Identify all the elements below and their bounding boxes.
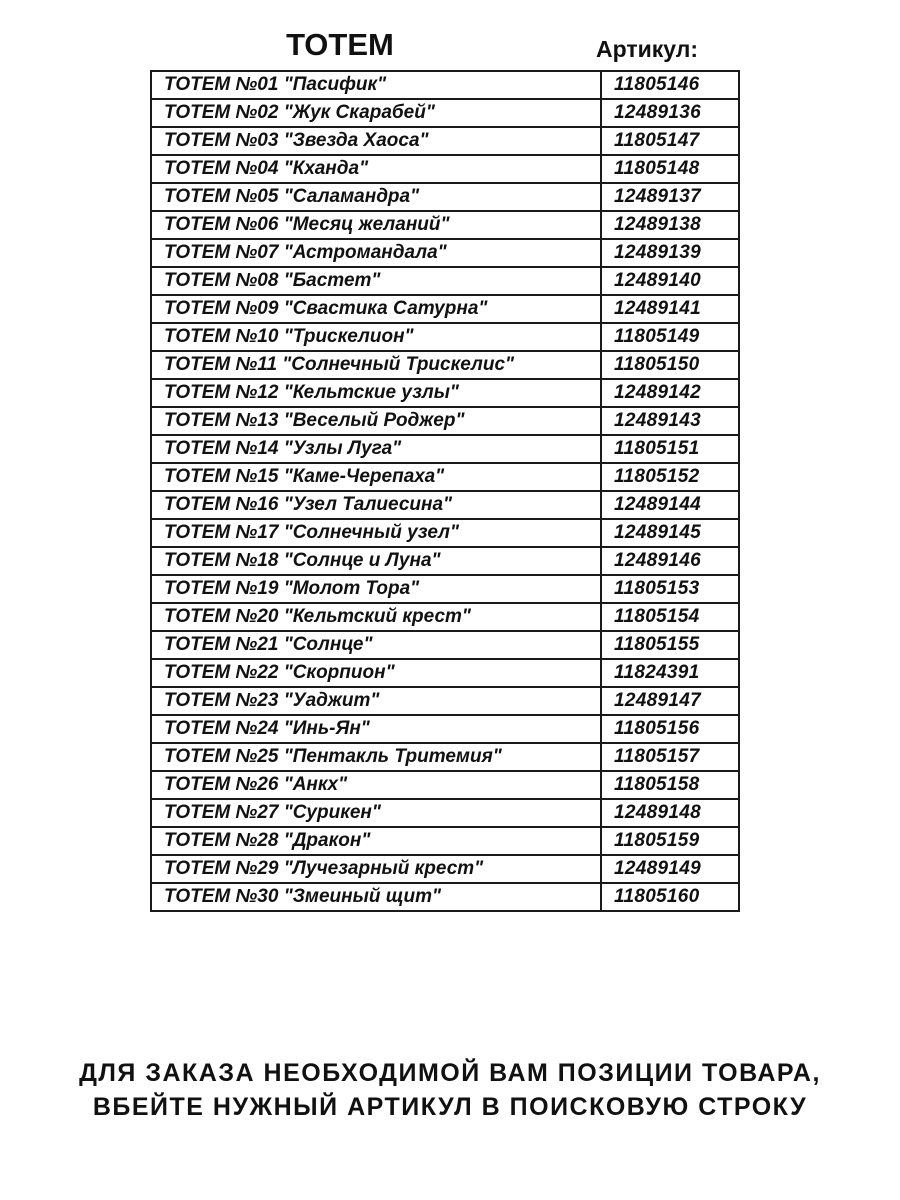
- table-row: [151, 183, 739, 211]
- totem-name-cell: ТОТЕМ №14 "Узлы Луга": [151, 435, 601, 463]
- article-code-cell: 11805150: [601, 351, 739, 379]
- article-code-cell: 12489146: [601, 547, 739, 575]
- table-row: [151, 351, 739, 379]
- article-code-cell: 11805159: [601, 827, 739, 855]
- totem-name-cell: ТОТЕМ №19 "Молот Тора": [151, 575, 601, 603]
- article-code-cell: 12489143: [601, 407, 739, 435]
- table-row: [151, 743, 739, 771]
- totem-name-cell: ТОТЕМ №03 "Звезда Хаоса": [151, 127, 601, 155]
- totem-name-cell: ТОТЕМ №30 "Змеиный щит": [151, 883, 601, 911]
- totem-name-cell: ТОТЕМ №17 "Солнечный узел": [151, 519, 601, 547]
- table-row: [151, 267, 739, 295]
- article-code-cell: 11824391: [601, 659, 739, 687]
- table-row: [151, 407, 739, 435]
- table-row: [151, 295, 739, 323]
- table-row: [151, 491, 739, 519]
- table-row: [151, 379, 739, 407]
- article-code-cell: 12489138: [601, 211, 739, 239]
- article-code-cell: 12489140: [601, 267, 739, 295]
- totem-name-cell: ТОТЕМ №08 "Бастет": [151, 267, 601, 295]
- table-row: [151, 771, 739, 799]
- table-row: [151, 575, 739, 603]
- totem-name-cell: ТОТЕМ №12 "Кельтские узлы": [151, 379, 601, 407]
- totem-name-cell: ТОТЕМ №13 "Веселый Роджер": [151, 407, 601, 435]
- table-row: [151, 211, 739, 239]
- totem-name-cell: ТОТЕМ №01 "Пасифик": [151, 71, 601, 99]
- totem-name-cell: ТОТЕМ №20 "Кельтский крест": [151, 603, 601, 631]
- totem-name-cell: ТОТЕМ №18 "Солнце и Луна": [151, 547, 601, 575]
- table-row: [151, 519, 739, 547]
- table-row: [151, 71, 739, 99]
- article-code-cell: 11805157: [601, 743, 739, 771]
- totem-name-cell: ТОТЕМ №09 "Свастика Сатурна": [151, 295, 601, 323]
- table-row: [151, 687, 739, 715]
- totem-name-cell: ТОТЕМ №25 "Пентакль Тритемия": [151, 743, 601, 771]
- totem-article-table: [150, 70, 740, 912]
- totem-name-cell: ТОТЕМ №04 "Кханда": [151, 155, 601, 183]
- article-code-cell: 11805160: [601, 883, 739, 911]
- table-row: [151, 659, 739, 687]
- article-code-cell: 11805149: [601, 323, 739, 351]
- table-row: [151, 99, 739, 127]
- totem-name-cell: ТОТЕМ №27 "Сурикен": [151, 799, 601, 827]
- article-code-cell: 12489145: [601, 519, 739, 547]
- table-row: [151, 883, 739, 911]
- article-code-cell: 12489148: [601, 799, 739, 827]
- table-row: [151, 127, 739, 155]
- table-row: [151, 239, 739, 267]
- article-code-cell: 12489136: [601, 99, 739, 127]
- article-code-cell: 11805158: [601, 771, 739, 799]
- article-code-cell: 12489147: [601, 687, 739, 715]
- totem-name-cell: ТОТЕМ №26 "Анкх": [151, 771, 601, 799]
- order-instructions: [0, 1056, 900, 1124]
- totem-name-cell: ТОТЕМ №23 "Уаджит": [151, 687, 601, 715]
- table-body: [151, 71, 739, 911]
- article-code-cell: 12489149: [601, 855, 739, 883]
- article-code-cell: 12489144: [601, 491, 739, 519]
- article-code-cell: 12489139: [601, 239, 739, 267]
- table-row: [151, 547, 739, 575]
- totem-name-cell: ТОТЕМ №22 "Скорпион": [151, 659, 601, 687]
- totem-name-cell: ТОТЕМ №11 "Солнечный Трискелис": [151, 351, 601, 379]
- table-row: [151, 631, 739, 659]
- table-row: [151, 155, 739, 183]
- totem-name-cell: ТОТЕМ №15 "Каме-Черепаха": [151, 463, 601, 491]
- totem-name-cell: ТОТЕМ №28 "Дракон": [151, 827, 601, 855]
- article-code-cell: 12489142: [601, 379, 739, 407]
- page-title: ТОТЕМ: [286, 27, 394, 62]
- totem-name-cell: ТОТЕМ №06 "Месяц желаний": [151, 211, 601, 239]
- totem-name-cell: ТОТЕМ №07 "Астромандала": [151, 239, 601, 267]
- table-row: [151, 435, 739, 463]
- article-code-cell: 11805151: [601, 435, 739, 463]
- instructions-line-1: ДЛЯ ЗАКАЗА НЕОБХОДИМОЙ ВАМ ПОЗИЦИИ ТОВАРА,: [79, 1059, 821, 1087]
- totem-name-cell: ТОТЕМ №21 "Солнце": [151, 631, 601, 659]
- totem-name-cell: ТОТЕМ №24 "Инь-Ян": [151, 715, 601, 743]
- table-row: [151, 323, 739, 351]
- article-code-cell: 11805154: [601, 603, 739, 631]
- article-code-cell: 11805153: [601, 575, 739, 603]
- totem-name-cell: ТОТЕМ №29 "Лучезарный крест": [151, 855, 601, 883]
- table-row: [151, 603, 739, 631]
- table-row: [151, 827, 739, 855]
- article-code-cell: 12489137: [601, 183, 739, 211]
- table-row: [151, 715, 739, 743]
- instructions-line-2: ВБЕЙТЕ НУЖНЫЙ АРТИКУЛ В ПОИСКОВУЮ СТРОКУ: [92, 1093, 808, 1121]
- totem-name-cell: ТОТЕМ №02 "Жук Скарабей": [151, 99, 601, 127]
- article-code-cell: 11805155: [601, 631, 739, 659]
- totem-name-cell: ТОТЕМ №10 "Трискелион": [151, 323, 601, 351]
- table-row: [151, 463, 739, 491]
- article-code-cell: 11805147: [601, 127, 739, 155]
- totem-name-cell: ТОТЕМ №16 "Узел Талиесина": [151, 491, 601, 519]
- article-code-cell: 11805152: [601, 463, 739, 491]
- table-row: [151, 855, 739, 883]
- article-code-cell: 11805146: [601, 71, 739, 99]
- article-code-cell: 12489141: [601, 295, 739, 323]
- table-row: [151, 799, 739, 827]
- article-code-cell: 11805156: [601, 715, 739, 743]
- article-column-header: Артикул:: [596, 36, 699, 62]
- article-code-cell: 11805148: [601, 155, 739, 183]
- totem-name-cell: ТОТЕМ №05 "Саламандра": [151, 183, 601, 211]
